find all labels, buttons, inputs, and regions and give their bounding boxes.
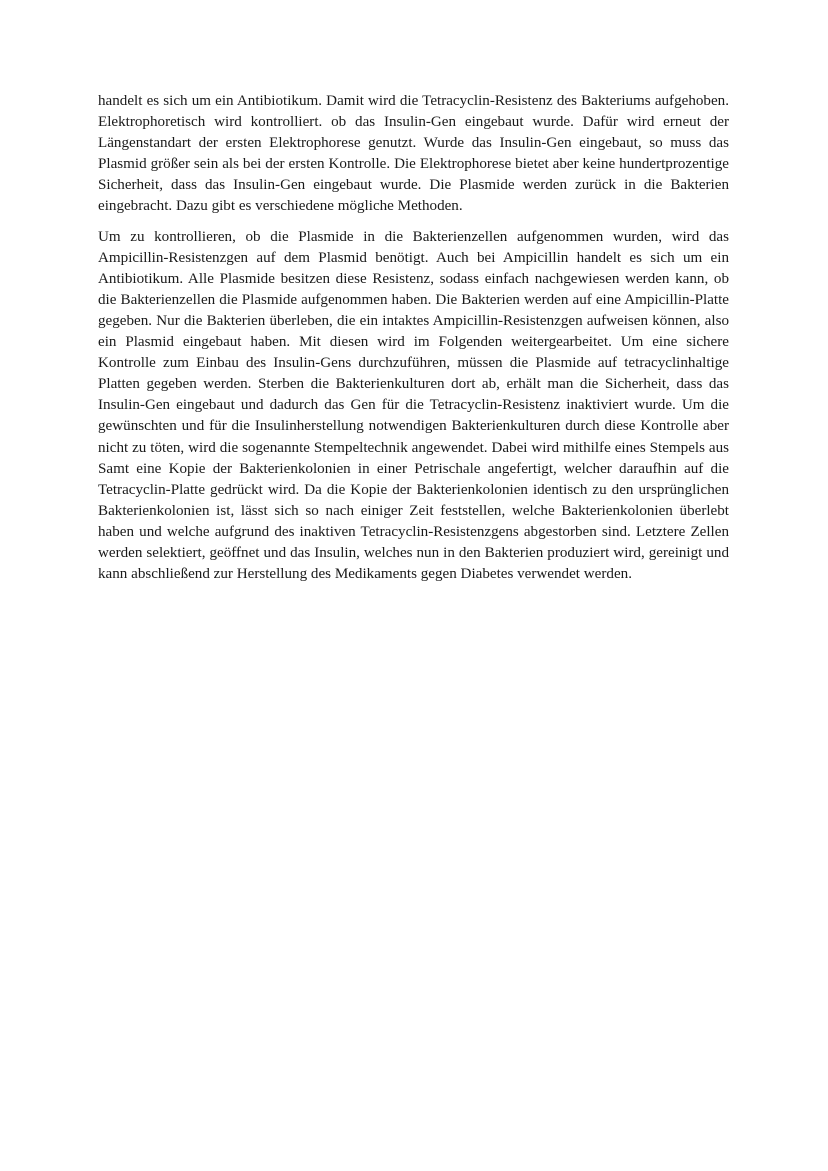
body-text <box>98 91 729 585</box>
paragraph-1: handelt es sich um ein Antibiotikum. Damit wird die Tetracyclin-Resistenz des Bakteriums aufgehoben. Elektrophoretisch wird kontrolliert. ob das Insulin-Gen eingebaut wurde. Dafür wird erneut der Längenstandart der ersten Elektrophorese genutzt. Wurde das Insulin-Gen eingebaut, so muss das Plasmid größer sein als bei der ersten Kontrolle. Die Elektrophorese bietet aber keine hundertprozentige Sicherheit, dass das Insulin-Gen eingebaut wurde. Die Plasmide werden zurück in die Bakterien eingebracht. Dazu gibt es verschiedene mögliche Methoden. <box>98 93 729 215</box>
paragraph-2: Um zu kontrollieren, ob die Plasmide in die Bakterienzellen aufgenommen wurden, wird das Ampicillin-Resistenzgen auf dem Plasmid benötigt. Auch bei Ampicillin handelt es sich um ein Antibiotikum. Alle Plasmide besitzen diese Resistenz, sodass einfach nachgewiesen werden kann, ob die Bakterienzellen die Plasmide aufgenommen haben. Die Bakterien werden auf eine Ampicillin-Platte gegeben. Nur die Bakterien überleben, die ein intaktes Ampicillin-Resistenzgen aufweisen können, also ein Plasmid eingebaut haben. Mit diesen wird im Folgenden weitergearbeitet. Um eine sichere Kontrolle zum Einbau des Insulin-Gens durchzuführen, müssen die Plasmide auf tetracyclinhaltige Platten gegeben werden. Sterben die Bakterienkulturen dort ab, erhält man die Sicherheit, dass das Insulin-Gen eingebaut und dadurch das Gen für die Tetracyclin-Resistenz inaktiviert wurde. Um die gewünschten und für die Insulinherstellung notwendigen Bakterienkulturen durch diese Kontrolle aber nicht zu töten, wird die sogenannte Stempeltechnik angewendet. Dabei wird mithilfe eines Stempels aus Samt eine Kopie der Bakterienkolonien in einer Petrischale angefertigt, welcher daraufhin auf die Tetracyclin-Platte gedrückt wird. Da die Kopie der Bakterienkolonien identisch zu den ursprünglichen Bakterienkolonien ist, lässt sich so nach einiger Zeit feststellen, welche Bakterienkolonien überlebt haben und welche aufgrund des inaktiven Tetracyclin-Resistenzgens abgestorben sind. Letztere Zellen werden selektiert, geöffnet und das Insulin, welches nun in den Bakterien produziert wird, gereinigt und kann abschließend zur Herstellung des Medikaments gegen Diabetes verwendet werden. <box>98 228 729 583</box>
